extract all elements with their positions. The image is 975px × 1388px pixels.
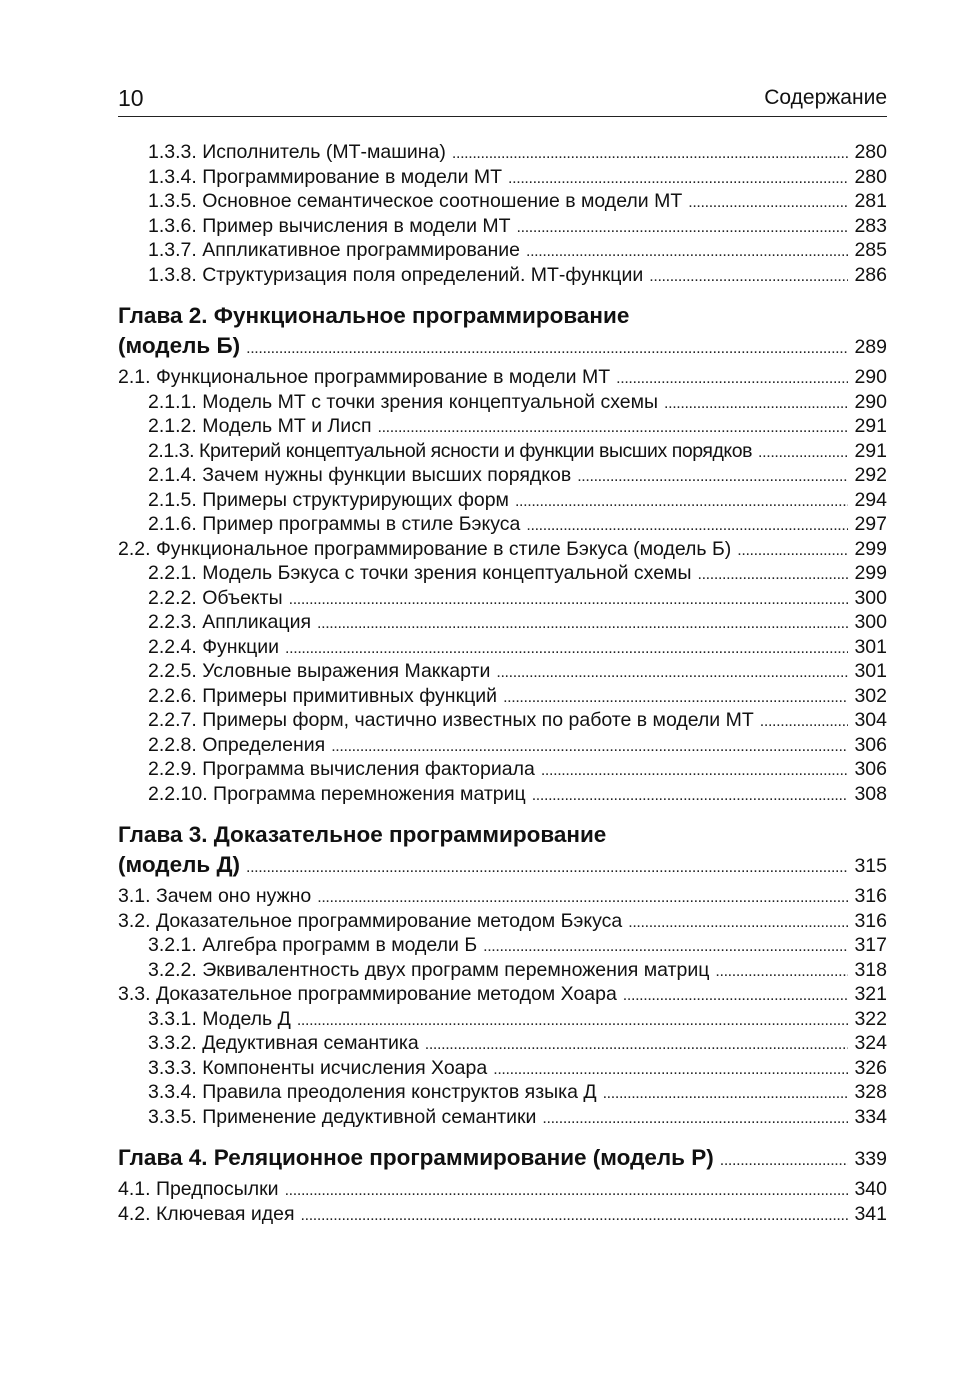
toc-entry [118,263,887,288]
toc-entry [118,684,887,709]
toc-entry-label: 3.3.1. Модель Д [148,1007,291,1030]
toc-entry-label: 3.2.1. Алгебра программ в модели Б [148,934,478,956]
toc-entry-label: 2.1.3. Критерий концептуальной ясности и функции высших порядков [148,439,753,462]
toc-entry [118,165,887,190]
toc-entry [118,708,887,733]
dot-leader [493,1058,848,1083]
toc-entry-page: 302 [854,684,887,707]
chapter-title: Глава 4. Реляционное программирование (модель Р) [118,1145,714,1170]
toc-entry-label: 2.2.2. Объекты [148,586,283,609]
toc-entry [118,982,887,1007]
toc-entry [118,537,887,562]
toc-entry-page: 290 [854,366,887,388]
toc-entry-label: 2.1. Функциональное программирование в модели МТ [118,366,611,388]
toc-entry [118,488,887,513]
dot-leader [526,514,848,539]
chapter-title: Глава 2. Функциональное программирование [118,303,630,328]
toc-entry-label: 1.3.5. Основное семантическое соотношение в модели МТ [148,190,683,212]
toc-entry [118,586,887,611]
toc-entry-page: 301 [854,635,887,658]
toc-entry-label: 1.3.8. Структуризация поля определений. МТ-функции [148,263,644,286]
toc-entry-label: 2.1.2. Модель МТ и Лисп [148,415,372,437]
chapter-page: 315 [854,855,887,877]
dot-leader [317,612,848,637]
toc-entry-label: 3.1. Зачем оно нужно [118,885,312,907]
dot-leader [289,588,849,613]
dot-leader [246,853,848,883]
dot-leader [496,661,848,686]
dot-leader [616,367,848,392]
chapter-title-row [118,331,887,361]
toc-entry [118,884,887,909]
toc-entry-page: 300 [854,586,887,609]
toc-entry [118,1080,887,1105]
toc-entry-page: 316 [854,909,887,932]
toc-entry [118,1105,887,1130]
toc-entry-label: 2.2.3. Аппликация [148,611,312,633]
dot-leader [664,392,848,417]
header-rule [118,116,887,117]
dot-leader [331,735,848,760]
toc-entry-page: 308 [854,782,887,805]
dot-leader [301,1204,849,1229]
toc-entry-page: 285 [854,239,887,261]
toc-entry [118,140,887,165]
toc-entry [118,1031,887,1056]
toc-entry-label: 2.1.5. Примеры структурирующих форм [148,488,509,511]
toc-entry-page: 316 [854,885,887,907]
dot-leader [737,539,848,564]
toc-entry [118,782,887,807]
toc-entry-label: 3.3.5. Применение дедуктивной семантики [148,1105,537,1128]
toc-entry-page: 292 [854,464,887,486]
toc-entry-page: 291 [854,439,887,462]
toc-entry-page: 300 [854,611,887,633]
toc-entry [118,561,887,586]
dot-leader [483,935,848,960]
toc-entry-label: 2.2.9. Программа вычисления факториала [148,758,535,780]
toc-entry-label: 2.2.6. Примеры примитивных функций [148,684,498,707]
toc-entry [118,365,887,390]
chapter-title-cont: (модель Б) [118,333,241,358]
toc-entry-page: 290 [854,390,887,413]
toc-entry-label: 2.2.4. Функции [148,635,280,658]
toc-entry-label: 1.3.3. Исполнитель (МТ-машина) [148,141,446,163]
toc-entry-label: 4.1. Предпосылки [118,1178,279,1200]
table-of-contents [118,140,887,1226]
toc-entry-page: 341 [854,1202,887,1225]
toc-entry-page: 297 [854,513,887,535]
toc-entry-page: 299 [854,537,887,560]
toc-entry [118,214,887,239]
toc-entry [118,610,887,635]
chapter-title-cont: (модель Д) [118,852,240,877]
toc-entry-page: 280 [854,141,887,163]
toc-entry-label: 4.2. Ключевая идея [118,1202,295,1225]
toc-entry [118,733,887,758]
toc-entry [118,933,887,958]
toc-entry [118,1202,887,1227]
toc-entry [118,414,887,439]
dot-leader [317,886,848,911]
chapter-heading [118,1143,887,1173]
toc-entry-page: 321 [854,983,887,1005]
toc-entry-label: 3.2.2. Эквивалентность двух программ перемножения матриц [148,958,710,981]
toc-entry-label: 1.3.4. Программирование в модели МТ [148,165,503,188]
toc-entry-label: 2.2.1. Модель Бэкуса с точки зрения концептуальной схемы [148,562,692,584]
toc-entry [118,659,887,684]
toc-entry [118,757,887,782]
dot-leader [577,465,848,490]
toc-entry-label: 2.2.8. Определения [148,733,326,756]
toc-entry-page: 283 [854,214,887,237]
running-header [118,80,887,114]
toc-entry [118,1056,887,1081]
toc-entry [118,958,887,983]
dot-leader [541,759,849,784]
toc-entry-page: 306 [854,758,887,780]
toc-entry-page: 334 [854,1105,887,1128]
toc-entry-page: 306 [854,733,887,756]
toc-entry [118,439,887,464]
toc-entry-label: 2.1.4. Зачем нужны функции высших порядков [148,464,572,486]
dot-leader [542,1107,848,1132]
toc-entry [118,189,887,214]
toc-entry-page: 281 [854,190,887,212]
dot-leader [603,1082,849,1107]
page-number: 10 [118,85,144,111]
toc-entry-page: 280 [854,165,887,188]
toc-entry-page: 294 [854,488,887,511]
dot-leader [758,441,848,466]
dot-leader [515,490,848,515]
toc-entry-page: 324 [854,1032,887,1054]
toc-entry [118,1007,887,1032]
toc-entry-label: 2.2.5. Условные выражения Маккарти [148,660,491,682]
chapter-title-row [118,850,887,880]
toc-entry-label: 2.2.7. Примеры форм, частично известных по работе в модели МТ [148,709,754,731]
chapter-heading [118,301,887,361]
toc-entry-page: 291 [854,415,887,437]
dot-leader [720,1146,849,1176]
toc-entry-label: 3.3.2. Дедуктивная семантика [148,1032,419,1054]
toc-entry-page: 299 [854,562,887,584]
toc-entry-page: 340 [854,1178,887,1200]
dot-leader [378,416,849,441]
toc-entry-label: 2.1.1. Модель МТ с точки зрения концептуальной схемы [148,390,659,413]
dot-leader [517,216,849,241]
dot-leader [760,710,849,735]
toc-entry-label: 3.3. Доказательное программирование методом Хоара [118,983,617,1005]
chapter-title: Глава 3. Доказательное программирование [118,822,607,847]
toc-entry [118,1177,887,1202]
dot-leader [297,1009,849,1034]
toc-entry-page: 286 [854,263,887,286]
dot-leader [628,911,848,936]
toc-entry [118,635,887,660]
chapter-page: 339 [854,1148,887,1170]
dot-leader [425,1033,849,1058]
toc-entry-page: 326 [854,1056,887,1079]
chapter-heading [118,820,887,880]
toc-entry-label: 1.3.6. Пример вычисления в модели МТ [148,214,511,237]
running-header-title: Содержание [764,86,887,109]
dot-leader [649,265,848,290]
dot-leader [688,191,848,216]
toc-entry-label: 2.2. Функциональное программирование в стиле Бэкуса (модель Б) [118,537,732,560]
toc-entry [118,512,887,537]
toc-entry-label: 3.2. Доказательное программирование методом Бэкуса [118,909,623,932]
toc-entry-label: 2.2.10. Программа перемножения матриц [148,782,526,805]
dot-leader [526,240,848,265]
toc-entry [118,390,887,415]
dot-leader [532,784,849,809]
toc-entry [118,238,887,263]
toc-entry [118,463,887,488]
dot-leader [503,686,848,711]
dot-leader [452,142,849,167]
toc-entry-page: 328 [854,1081,887,1103]
dot-leader [285,637,848,662]
toc-entry-label: 1.3.7. Аппликативное программирование [148,239,520,261]
toc-entry-label: 3.3.4. Правила преодоления конструктов языка Д [148,1081,597,1103]
dot-leader [715,960,848,985]
toc-entry-page: 322 [854,1007,887,1030]
toc-entry [118,909,887,934]
dot-leader [508,167,848,192]
toc-entry-page: 317 [854,934,887,956]
chapter-title-row [118,1143,887,1173]
toc-entry-page: 318 [854,958,887,981]
dot-leader [623,984,849,1009]
toc-entry-page: 301 [854,660,887,682]
toc-entry-label: 2.1.6. Пример программы в стиле Бэкуса [148,513,521,535]
chapter-page: 289 [854,336,887,358]
dot-leader [246,334,848,364]
toc-entry-page: 304 [854,709,887,731]
toc-entry-label: 3.3.3. Компоненты исчисления Хоара [148,1056,488,1079]
dot-leader [285,1179,849,1204]
dot-leader [697,563,848,588]
